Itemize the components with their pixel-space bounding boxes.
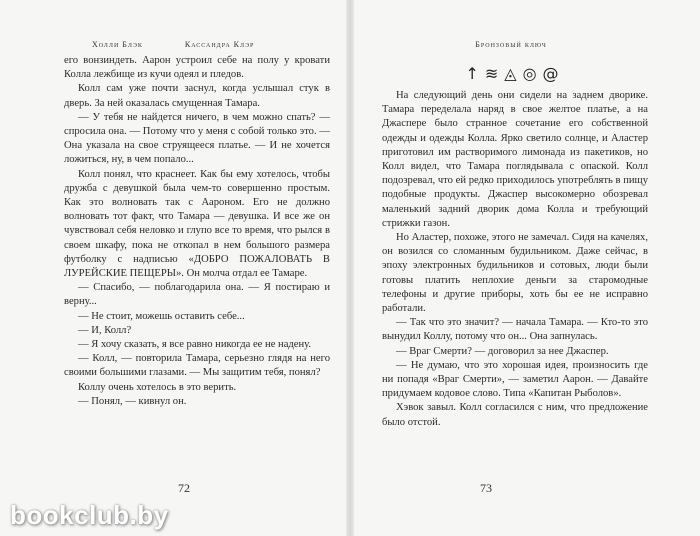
left-page-text	[64, 54, 330, 409]
right-page	[352, 0, 700, 536]
paragraph: На следующий день они сидели на заднем дворике. Тамара переделала наряд в свое желтое платье, а на Джаспере было странное сочетание его собственной одежды и одежды Колла. Ярко светило солнце, и Аластер приготовил им растворимого лимонада из пакетиков, но Колл видел, что Тамара поглядывала с опаской. Колл подозревал, что ей редко приходилось употреблять в пищу подобные продукты. Джаспер высокомерно обозревал маленький задний дворик дома Колла и требующий стрижки газон.	[382, 90, 648, 229]
left-page	[0, 0, 348, 536]
paragraph: — Я хочу сказать, я все равно никогда ее не надену.	[78, 339, 312, 351]
right-page-text	[382, 89, 648, 430]
paragraph: — И, Колл?	[78, 324, 132, 336]
right-page-number: 73	[480, 481, 492, 495]
paragraph: Колл сам уже почти заснул, когда услышал стук в дверь. За ней оказалась смущенная Тамара.	[64, 83, 330, 109]
paragraph: — Враг Смерти? — договорил за нее Джаспер.	[396, 345, 609, 357]
watermark-logo: bookclub.by	[10, 500, 169, 530]
paragraph: Колл понял, что краснеет. Как бы ему хотелось, чтобы дружба с девушкой была чем-то совершенно простым. Как это волновать так с Аароном. Его не должно волновать тот факт, что Тамара — девушка. И все же он чувствовал себя неловко и глупо все то время, что рылся в своем шкафу, пока не откопал в нем большого размера футболку с надписью «ДОБРО ПОЖАЛОВАТЬ В ЛУРЕЙСКИЕ ПЕЩЕРЫ». Он молча отдал ее Тамаре.	[64, 168, 330, 280]
paragraph: Хэвок завыл. Колл согласился с ним, что предложение было отстой.	[382, 402, 648, 428]
chapter-glyphs-icon: ↑≋◬◎@	[465, 64, 565, 83]
paragraph: его вонзиндеть. Аарон устроил себе на полу у кровати Колла лежбище из кучи одеял и пледов.	[64, 55, 330, 81]
paragraph: Коллу очень хотелось в это верить.	[78, 381, 237, 393]
paragraph: Но Аластер, похоже, этого не замечал. Сидя на качелях, он возился со сломанным будильником. Даже сейчас, в эпоху электронных будильников и сотовых, люди были готовы платить неплохие деньги за старомодные телефоны и другие приборы, хоть бы ее не исправно работали.	[382, 232, 648, 315]
paragraph: — Не думаю, что это хорошая идея, произносить где ни попадя «Враг Смерти», — заметил Аарон. — Давайте придумаем кодовое слово. Типа «Капитан Рыболов».	[382, 359, 648, 400]
left-running-head	[64, 40, 330, 54]
paragraph: — У тебя не найдется ничего, в чем можно спать? — спросила она. — Потому что у меня с собой только это. — Она указала на свое струящееся платье. — И не хочется ложиться, ну, в чем попало...	[64, 111, 330, 166]
paragraph: — Так что это значит? — начала Тамара. — Кто-то это вынудил Коллу, потому что он... Она запнулась.	[382, 317, 648, 343]
left-page-number: 72	[178, 481, 190, 495]
paragraph: — Не стоит, можешь оставить себе...	[78, 310, 245, 322]
right-running-head: Бронзовый ключ	[475, 40, 547, 49]
paragraph: — Спасибо, — поблагодарила она. — Я постираю и верну...	[64, 282, 330, 308]
running-head-coauthor: Кассандра Клэр	[184, 40, 255, 49]
running-head-author: Холли Блэк	[92, 40, 143, 49]
paragraph: — Понял, — кивнул он.	[78, 395, 187, 407]
paragraph: — Колл, — повторила Тамара, серьезно глядя на него своими большими глазами. — Мы защитим тебя, понял?	[64, 353, 330, 379]
